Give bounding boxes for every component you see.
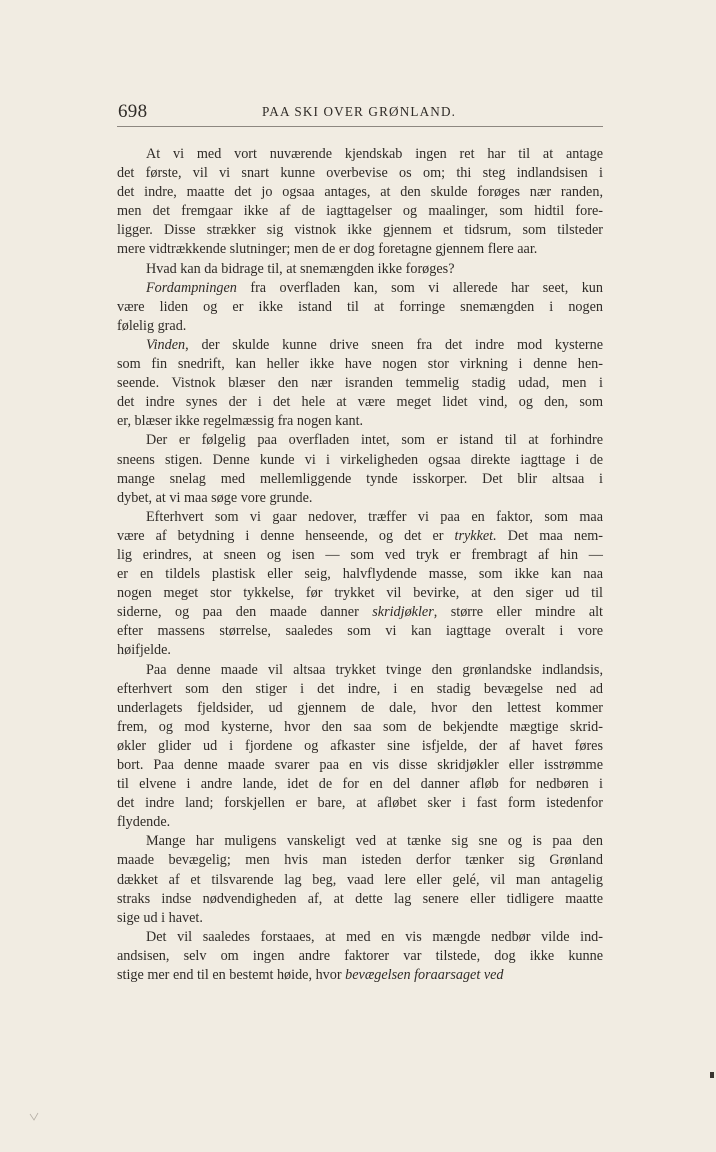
text-line xyxy=(117,966,603,985)
paragraph xyxy=(117,145,603,260)
text-run: frem, og mod kysterne, hvor den saa som de bekjendte mægtige skrid- xyxy=(117,718,603,735)
text-run: mere vidtrækkende slutninger; men de er dog foretagne gjennem flere aar. xyxy=(117,241,538,258)
text-line xyxy=(117,546,603,565)
text-line xyxy=(117,680,603,699)
text-run: Hvad kan da bidrage til, at snemængden ikke forøges? xyxy=(146,260,455,277)
text-line xyxy=(117,431,603,450)
text-run: straks indse nødvendigheden af, at dette lag senere eller tidligere maatte xyxy=(117,890,603,907)
text-run: det første, vil vi snart kunne overbevise os om; thi steg indlandsisen i xyxy=(117,165,603,182)
text-line xyxy=(117,145,603,164)
text-run: sige ud i havet. xyxy=(117,909,203,926)
italic-term: skridjøkler xyxy=(372,604,434,621)
text-line xyxy=(117,489,603,508)
text-run: efterhvert som den stiger i det indre, i en stadig bevægelse ned ad xyxy=(117,680,603,697)
text-run: Paa denne maade vil altsaa trykket tvinge den grønlandske indlandsis, xyxy=(146,661,603,678)
text-line xyxy=(117,317,603,336)
body-text xyxy=(117,145,603,985)
text-line xyxy=(117,183,603,202)
text-line xyxy=(117,775,603,794)
text-line xyxy=(117,813,603,832)
page-header xyxy=(117,100,603,124)
text-line xyxy=(117,565,603,584)
text-line xyxy=(117,164,603,183)
text-line xyxy=(117,508,603,527)
text-run: er en tildels plastisk eller seig, halvflydende masse, som ikke kan naa xyxy=(117,566,603,583)
text-run: efter massens størrelse, saaledes som vi kan iagttage overalt i vore xyxy=(117,623,603,640)
text-line xyxy=(117,928,603,947)
text-line xyxy=(117,718,603,737)
text-run: flydende. xyxy=(117,814,171,831)
italic-term: Fordampningen xyxy=(146,279,237,296)
text-run: Det maa nem- xyxy=(496,527,603,544)
text-line xyxy=(117,279,603,298)
text-line xyxy=(117,641,603,660)
running-head: PAA SKI OVER GRØNLAND. xyxy=(262,104,457,119)
text-line xyxy=(117,947,603,966)
text-line xyxy=(117,661,603,680)
text-run: sneens stigen. Denne kunde vi i virkeligheden ogsaa direkte iagttage i de xyxy=(117,451,603,468)
text-run: det indre, maatte det jo ogsaa antages, at den skulde forøges nær randen, xyxy=(117,184,603,201)
italic-term: bevægelsen foraarsaget ved xyxy=(345,967,504,984)
text-run: bort. Paa denne maade svarer paa en vis disse skridjøkler eller isstrømme xyxy=(117,757,603,773)
text-line xyxy=(117,451,603,470)
text-run: er, blæser ikke regelmæssig fra nogen kant. xyxy=(117,413,364,430)
text-line xyxy=(117,412,603,431)
text-line xyxy=(117,871,603,890)
text-run: underlagets fjeldsider, ud gjennem de dale, hvor den lettest kommer xyxy=(117,699,603,716)
text-line xyxy=(117,832,603,851)
edge-speck xyxy=(710,1072,714,1078)
italic-term: trykket. xyxy=(454,527,497,544)
paragraph xyxy=(117,279,603,336)
page-number: 698 xyxy=(118,101,148,122)
text-run: være af betydning i denne henseende, og det er xyxy=(117,527,455,544)
paragraph xyxy=(117,832,603,927)
text-run: seende. Vistnok blæser den nær isranden temmelig stadig udad, men i xyxy=(117,375,603,392)
text-run: til elvene i andre lande, idet de for en del danner afløb for nedbøren i xyxy=(117,776,603,793)
text-run: , der skulde kunne drive sneen fra det indre mod kysterne xyxy=(185,336,603,353)
text-line xyxy=(117,470,603,489)
text-line xyxy=(117,622,603,641)
text-run: følelig grad. xyxy=(117,317,187,334)
header-rule xyxy=(117,126,603,127)
text-run: men det fremgaar ikke af de iagttagelser og maalinger, som hidtil fore- xyxy=(117,203,603,220)
text-run: det indre synes der i det hele at være meget lidet vind, og den, som xyxy=(117,394,603,411)
paragraph xyxy=(117,661,603,833)
text-run: maade bevægelig; men hvis man isteden derfor tænker sig Grønland xyxy=(117,852,603,869)
text-run: fra overfladen kan, som vi allerede har seet, kun xyxy=(236,279,603,296)
text-run: økler glider ud i fjordene og afkaster sine isfjelde, der af havet føres xyxy=(117,737,603,754)
text-line xyxy=(117,221,603,240)
text-line xyxy=(117,240,603,259)
text-run: , større eller mindre alt xyxy=(433,604,603,621)
text-run: At vi med vort nuværende kjendskab ingen ret har til at antage xyxy=(146,146,603,162)
text-line xyxy=(117,393,603,412)
text-line xyxy=(117,909,603,928)
text-line xyxy=(117,260,603,279)
text-run: høifjelde. xyxy=(117,642,171,659)
text-line xyxy=(117,355,603,374)
paragraph xyxy=(117,508,603,661)
text-line xyxy=(117,794,603,813)
text-line xyxy=(117,737,603,756)
text-line xyxy=(117,374,603,393)
text-line xyxy=(117,756,603,775)
margin-pencil-mark xyxy=(29,1112,39,1122)
paragraph xyxy=(117,431,603,507)
text-line xyxy=(117,890,603,909)
paragraph xyxy=(117,928,603,985)
text-run: siderne, og paa den maade danner xyxy=(117,604,373,621)
text-run: Efterhvert som vi gaar nedover, træffer vi paa en faktor, som maa xyxy=(146,508,603,525)
text-run: dybet, at vi maa søge vore grunde. xyxy=(117,489,313,506)
text-run: andsisen, selv om ingen andre faktorer var tilstede, dog ikke kunne xyxy=(117,947,603,964)
text-line xyxy=(117,336,603,355)
text-run: dækket af et tilsvarende lag beg, vaad lere eller gelé, vil man antagelig xyxy=(117,871,603,888)
text-run: stige mer end til en bestemt høide, hvor xyxy=(117,967,346,984)
text-run: mange snelag med mellemliggende tynde isskorper. Det blir altsaa i xyxy=(117,470,603,487)
text-run: det indre land; forskjellen er bare, at afløbet sker i fast form istedenfor xyxy=(117,795,603,812)
text-run: Der er følgelig paa overfladen intet, som er istand til at forhindre xyxy=(146,432,603,449)
text-line xyxy=(117,527,603,546)
paragraph xyxy=(117,260,603,279)
paragraph xyxy=(117,336,603,431)
text-line xyxy=(117,202,603,221)
text-line xyxy=(117,851,603,870)
text-line xyxy=(117,584,603,603)
text-run: ligger. Disse strækker sig vistnok ikke gjennem et tidsrum, som tilsteder xyxy=(117,222,603,239)
text-run: lig erindres, at sneen og isen — som ved tryk er frembragt af hin — xyxy=(117,546,603,563)
italic-term: Vinden xyxy=(146,336,186,353)
text-line xyxy=(117,699,603,718)
text-run: som fin snedrift, kan heller ikke have nogen stor virkning i denne hen- xyxy=(117,356,603,373)
text-run: Mange har muligens vanskeligt ved at tænke sig sne og is paa den xyxy=(146,833,603,850)
text-line xyxy=(117,603,603,622)
text-line xyxy=(117,298,603,317)
text-run: være liden og er ikke istand til at forringe snemængden i nogen xyxy=(117,298,603,315)
text-run: nogen meget stor tykkelse, før trykket vil bevirke, at den siger ud til xyxy=(117,585,603,602)
text-run: Det vil saaledes forstaaes, at med en vis mængde nedbør vilde ind- xyxy=(146,928,603,945)
